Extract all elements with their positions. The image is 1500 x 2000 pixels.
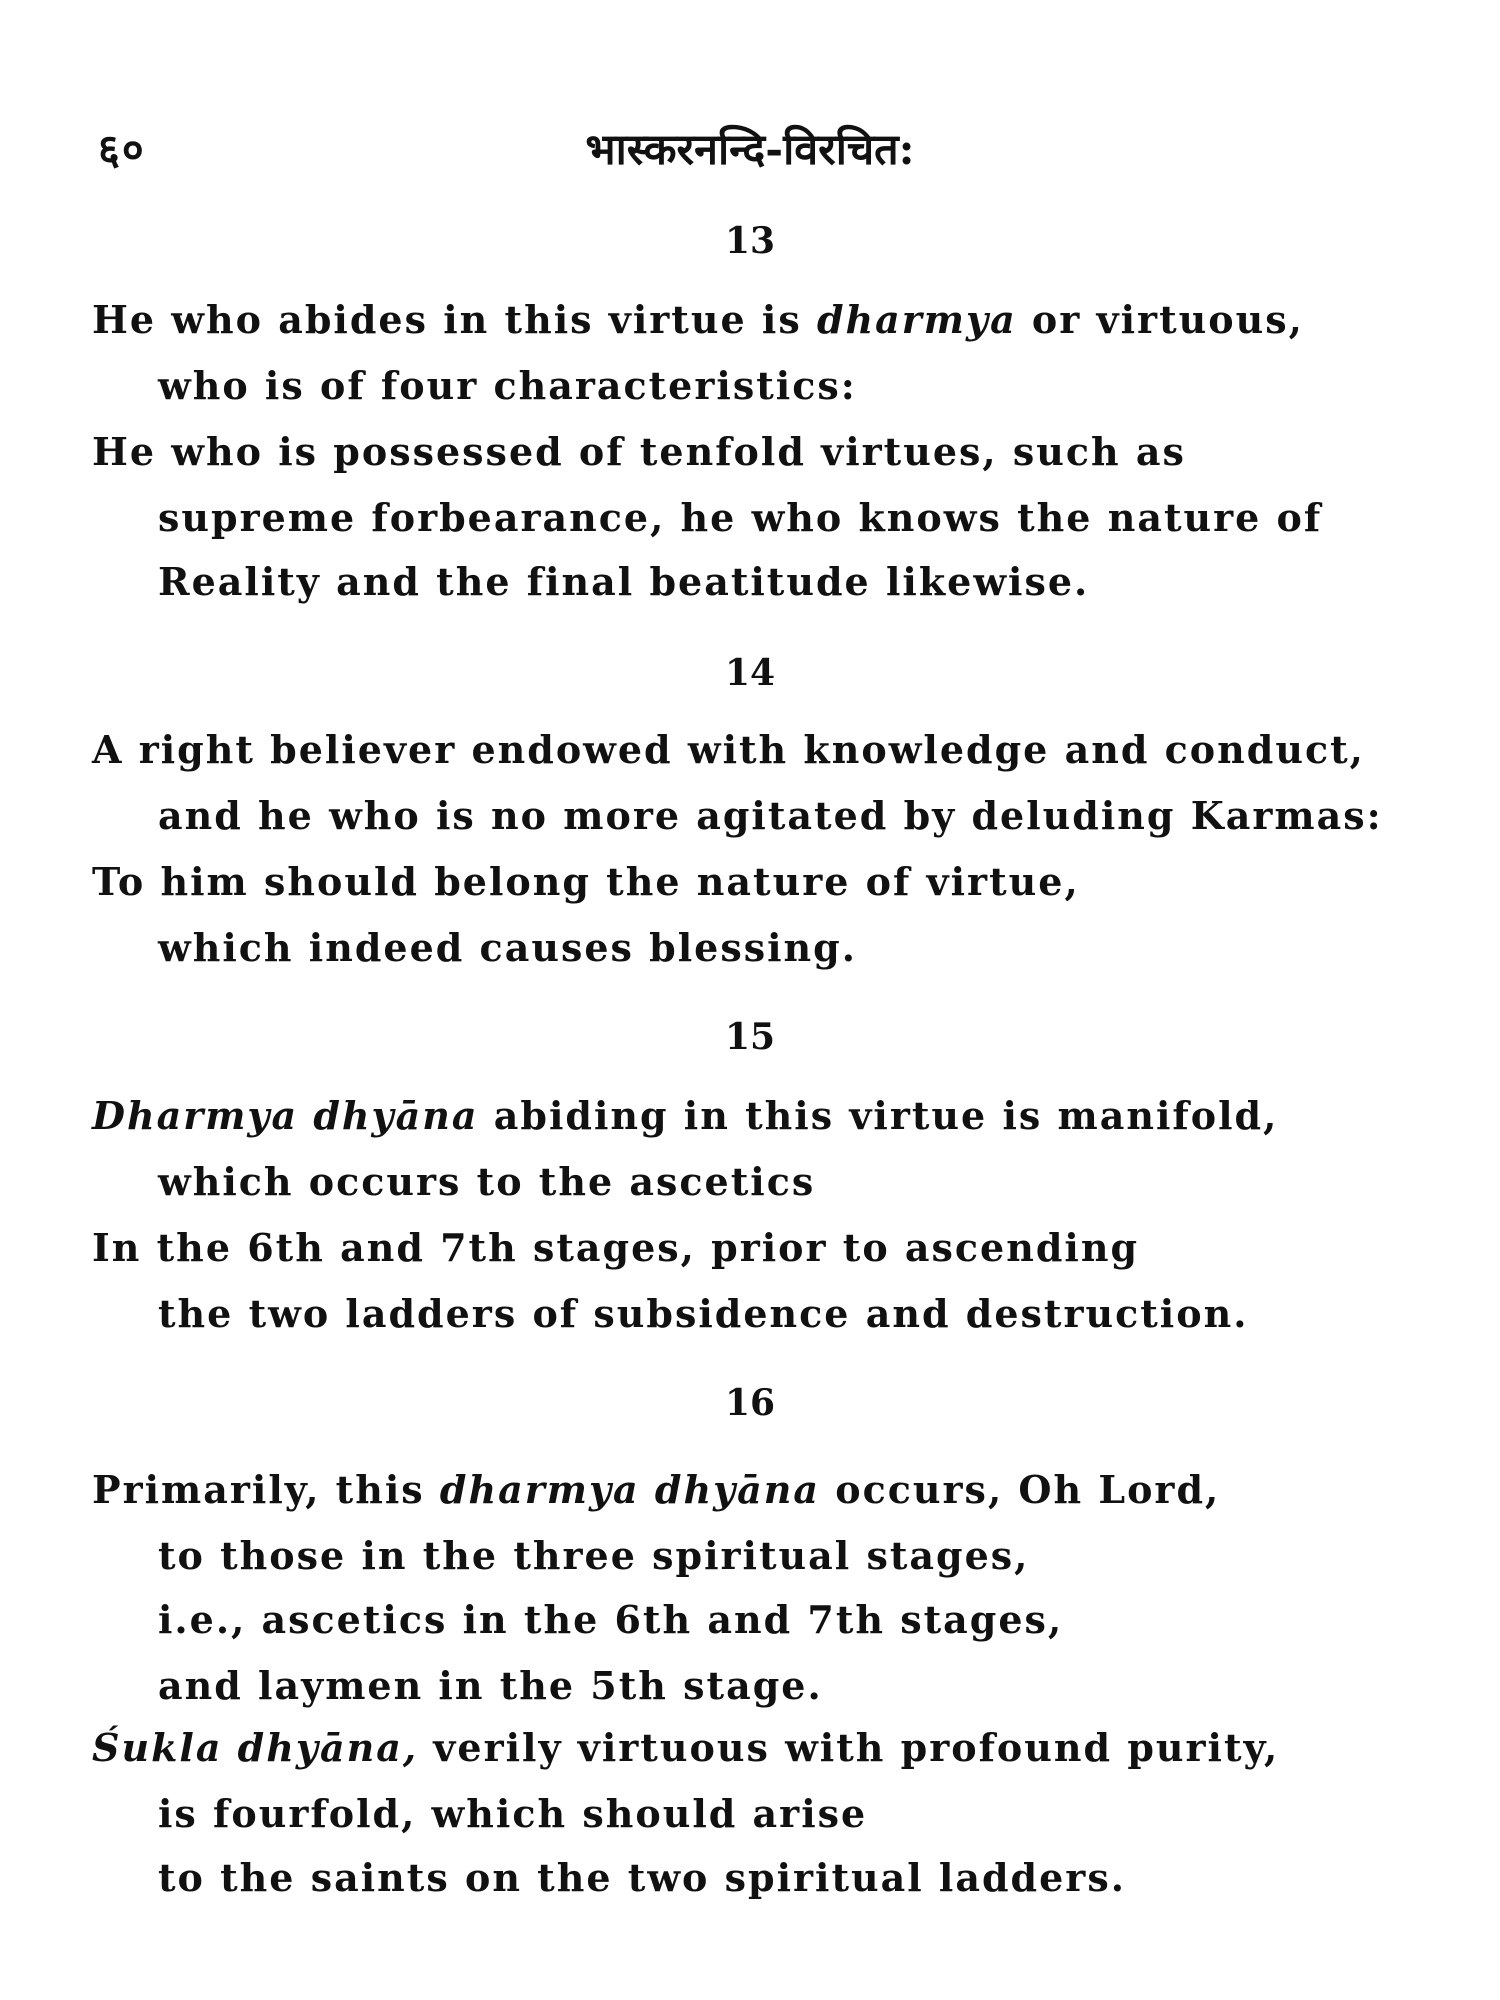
verse-line [92,1464,1452,1516]
verse-number: 16 [724,1382,776,1424]
verse-line: To him should belong the nature of virtue, [92,859,1080,904]
verse-text: or virtuous, [1016,297,1304,342]
running-title: भास्करनन्दि-विरचित: [585,125,915,175]
italic-term: dharmya dhyāna [439,1467,821,1512]
italic-term: Dharmya dhyāna [92,1093,479,1138]
page-header [0,120,1500,180]
verse-line: supreme forbearance, he who knows the nature of [158,495,1323,540]
verse-line: which indeed causes blessing. [158,925,857,970]
italic-term: Śukla dhyāna, [92,1725,419,1770]
italic-term: dharmya [816,297,1017,342]
verse-line: to the saints on the two spiritual ladders. [158,1855,1126,1900]
verse-text: occurs, Oh Lord, [820,1467,1221,1512]
verse-line [92,294,1452,346]
verse-line: Reality and the final beatitude likewise. [158,559,1090,604]
verse-line: and laymen in the 5th stage. [158,1663,823,1708]
verse-line: In the 6th and 7th stages, prior to ascending [92,1225,1140,1270]
verse-text: abiding in this virtue is manifold, [478,1093,1279,1138]
verse-line [92,1090,1452,1142]
verse-line [92,1722,1452,1774]
verse-line: He who is possessed of tenfold virtues, such as [92,429,1186,474]
verse-line: and he who is no more agitated by deluding Karmas: [158,793,1383,838]
verse-line: is fourfold, which should arise [158,1791,868,1836]
verse-line: who is of four characteristics: [158,363,857,408]
verse-line: to those in the three spiritual stages, [158,1533,1030,1578]
verse-text: He who abides in this virtue is [92,297,817,342]
verse-line: i.e., ascetics in the 6th and 7th stages, [158,1597,1064,1642]
verse-text: verily virtuous with profound purity, [418,1725,1280,1770]
verse-text: Primarily, this [92,1467,440,1512]
verse-line: A right believer endowed with knowledge and conduct, [92,727,1365,772]
verse-line: the two ladders of subsidence and destruction. [158,1291,1249,1336]
verse-number: 15 [724,1016,776,1058]
verse-line: which occurs to the ascetics [158,1159,816,1204]
verse-number: 14 [724,652,776,694]
page-number: ६० [98,125,146,174]
verse-number: 13 [724,220,776,262]
